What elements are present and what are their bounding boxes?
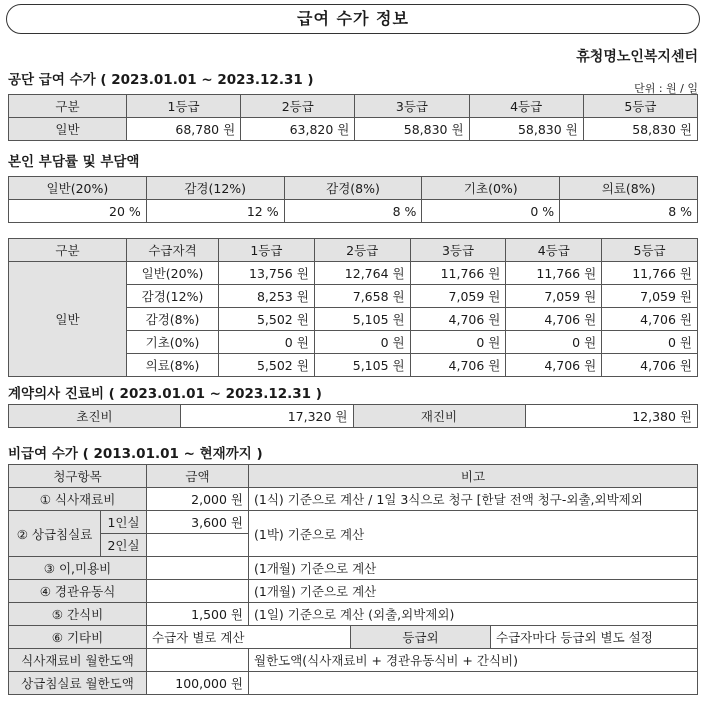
copay-amount-table [8,238,698,377]
header-cell: 3등급 [355,95,469,118]
room-limit-amount: 100,000 원 [147,672,249,695]
table-header-row [9,465,698,488]
header-cell: 수급자격 [127,239,219,262]
meal-amount: 2,000 원 [147,488,249,511]
doctor-fee-table [8,404,698,428]
amount-value: 11,766 원 [410,262,506,285]
amount-value: 0 원 [219,331,315,354]
amount-value: 7,658 원 [314,285,410,308]
header-cell: 청구항목 [9,465,147,488]
header-cell: 4등급 [469,95,583,118]
header-cell: 감경(8%) [284,177,422,200]
table-row [9,557,698,580]
amount-value: 7,059 원 [602,285,698,308]
row-label: 일반(20%) [127,262,219,285]
etc-amount: 수급자 별로 계산 [147,626,351,649]
header-cell: 1등급 [219,239,315,262]
header-cell: 구분 [9,239,127,262]
room-limit-label: 상급침실료 월한도액 [9,672,147,695]
header-cell: 1등급 [127,95,241,118]
room-double-amount [147,534,249,557]
header-cell: 4등급 [506,239,602,262]
organization-name: 휴청명노인복지센터 [576,49,698,65]
rate-value: 8 % [284,200,422,223]
table-row [9,672,698,695]
amount-value: 8,253 원 [219,285,315,308]
meal-note: (1식) 기준으로 계산 / 1일 3식으로 청구 [한달 전액 청구-외출,외박제외 [249,488,698,511]
amount-value: 0 원 [602,331,698,354]
room-single-label: 1인실 [101,511,147,534]
snack-label: ⑤ 간식비 [9,603,147,626]
tube-note: (1개월) 기준으로 계산 [249,580,698,603]
rate-value: 12 % [146,200,284,223]
room-label: ② 상급침실료 [9,511,101,557]
fee-value: 58,830 원 [355,118,469,141]
table-row [9,488,698,511]
header-cell: 2등급 [314,239,410,262]
fee-value: 68,780 원 [127,118,241,141]
amount-value: 4,706 원 [410,354,506,377]
header-cell: 2등급 [241,95,355,118]
header-cell: 3등급 [410,239,506,262]
rate-value: 20 % [9,200,147,223]
revisit-value: 12,380 원 [525,405,698,428]
table-row [9,118,698,141]
amount-value: 4,706 원 [410,308,506,331]
grade-out-label: 등급외 [351,626,491,649]
public-fee-table [8,94,698,141]
row-label: 일반 [9,118,127,141]
tube-label: ④ 경관유동식 [9,580,147,603]
snack-amount: 1,500 원 [147,603,249,626]
snack-note: (1일) 기준으로 계산 (외출,외박제외) [249,603,698,626]
amount-value: 12,764 원 [314,262,410,285]
amount-value: 5,105 원 [314,308,410,331]
meal-limit-note: 월한도액(식사재료비 + 경관유동식비 + 간식비) [249,649,698,672]
table-row [9,405,698,428]
header-cell: 구분 [9,95,127,118]
amount-value: 13,756 원 [219,262,315,285]
beauty-amount [147,557,249,580]
amount-value: 0 원 [314,331,410,354]
row-label: 감경(12%) [127,285,219,308]
fee-value: 58,830 원 [583,118,697,141]
header-cell: 기초(0%) [422,177,560,200]
nonbenefit-table [8,464,698,695]
amount-value: 11,766 원 [506,262,602,285]
header-cell: 감경(12%) [146,177,284,200]
first-visit-value: 17,320 원 [181,405,354,428]
beauty-note: (1개월) 기준으로 계산 [249,557,698,580]
table-row [9,580,698,603]
revisit-label: 재진비 [353,405,525,428]
page-title: 급여 수가 정보 [6,4,700,34]
nonbenefit-heading: 비급여 수가 ( 2013.01.01 ~ 현재까지 ) [8,446,263,462]
amount-value: 4,706 원 [506,354,602,377]
header-cell: 일반(20%) [9,177,147,200]
fee-value: 58,830 원 [469,118,583,141]
unit-label: 단위 : 원 / 일 [634,82,698,95]
meal-label: ① 식사재료비 [9,488,147,511]
header-cell: 5등급 [583,95,697,118]
amount-value: 0 원 [506,331,602,354]
header-cell: 의료(8%) [560,177,698,200]
rate-value: 8 % [560,200,698,223]
row-label: 기초(0%) [127,331,219,354]
table-row [9,200,698,223]
amount-value: 4,706 원 [506,308,602,331]
tube-amount [147,580,249,603]
room-single-amount: 3,600 원 [147,511,249,534]
table-row [9,626,698,649]
doctor-fee-heading: 계약의사 진료비 ( 2023.01.01 ~ 2023.12.31 ) [8,386,322,402]
grade-out-note: 수급자마다 등급외 별도 설정 [491,626,698,649]
row-label: 감경(8%) [127,308,219,331]
amount-value: 7,059 원 [506,285,602,308]
table-row [9,603,698,626]
table-row [9,649,698,672]
table-header-row [9,177,698,200]
copay-rate-table [8,176,698,223]
amount-value: 5,105 원 [314,354,410,377]
table-header-row [9,95,698,118]
rate-value: 0 % [422,200,560,223]
amount-value: 4,706 원 [602,308,698,331]
table-header-row [9,239,698,262]
header-cell: 비고 [249,465,698,488]
amount-value: 5,502 원 [219,354,315,377]
amount-value: 11,766 원 [602,262,698,285]
header-cell: 금액 [147,465,249,488]
meal-limit-label: 식사재료비 월한도액 [9,649,147,672]
beauty-label: ③ 이,미용비 [9,557,147,580]
table-row [9,262,698,285]
amount-value: 4,706 원 [602,354,698,377]
amount-value: 0 원 [410,331,506,354]
amount-value: 5,502 원 [219,308,315,331]
copay-heading: 본인 부담률 및 부담액 [8,154,140,170]
amount-value: 7,059 원 [410,285,506,308]
group-label: 일반 [9,262,127,377]
table-row [9,511,698,534]
row-label: 의료(8%) [127,354,219,377]
etc-label: ⑥ 기타비 [9,626,147,649]
room-double-label: 2인실 [101,534,147,557]
room-note: (1박) 기준으로 계산 [249,511,698,557]
room-limit-note [249,672,698,695]
meal-limit-amount [147,649,249,672]
header-cell: 5등급 [602,239,698,262]
public-fee-heading: 공단 급여 수가 ( 2023.01.01 ~ 2023.12.31 ) [8,72,314,88]
first-visit-label: 초진비 [9,405,181,428]
fee-value: 63,820 원 [241,118,355,141]
